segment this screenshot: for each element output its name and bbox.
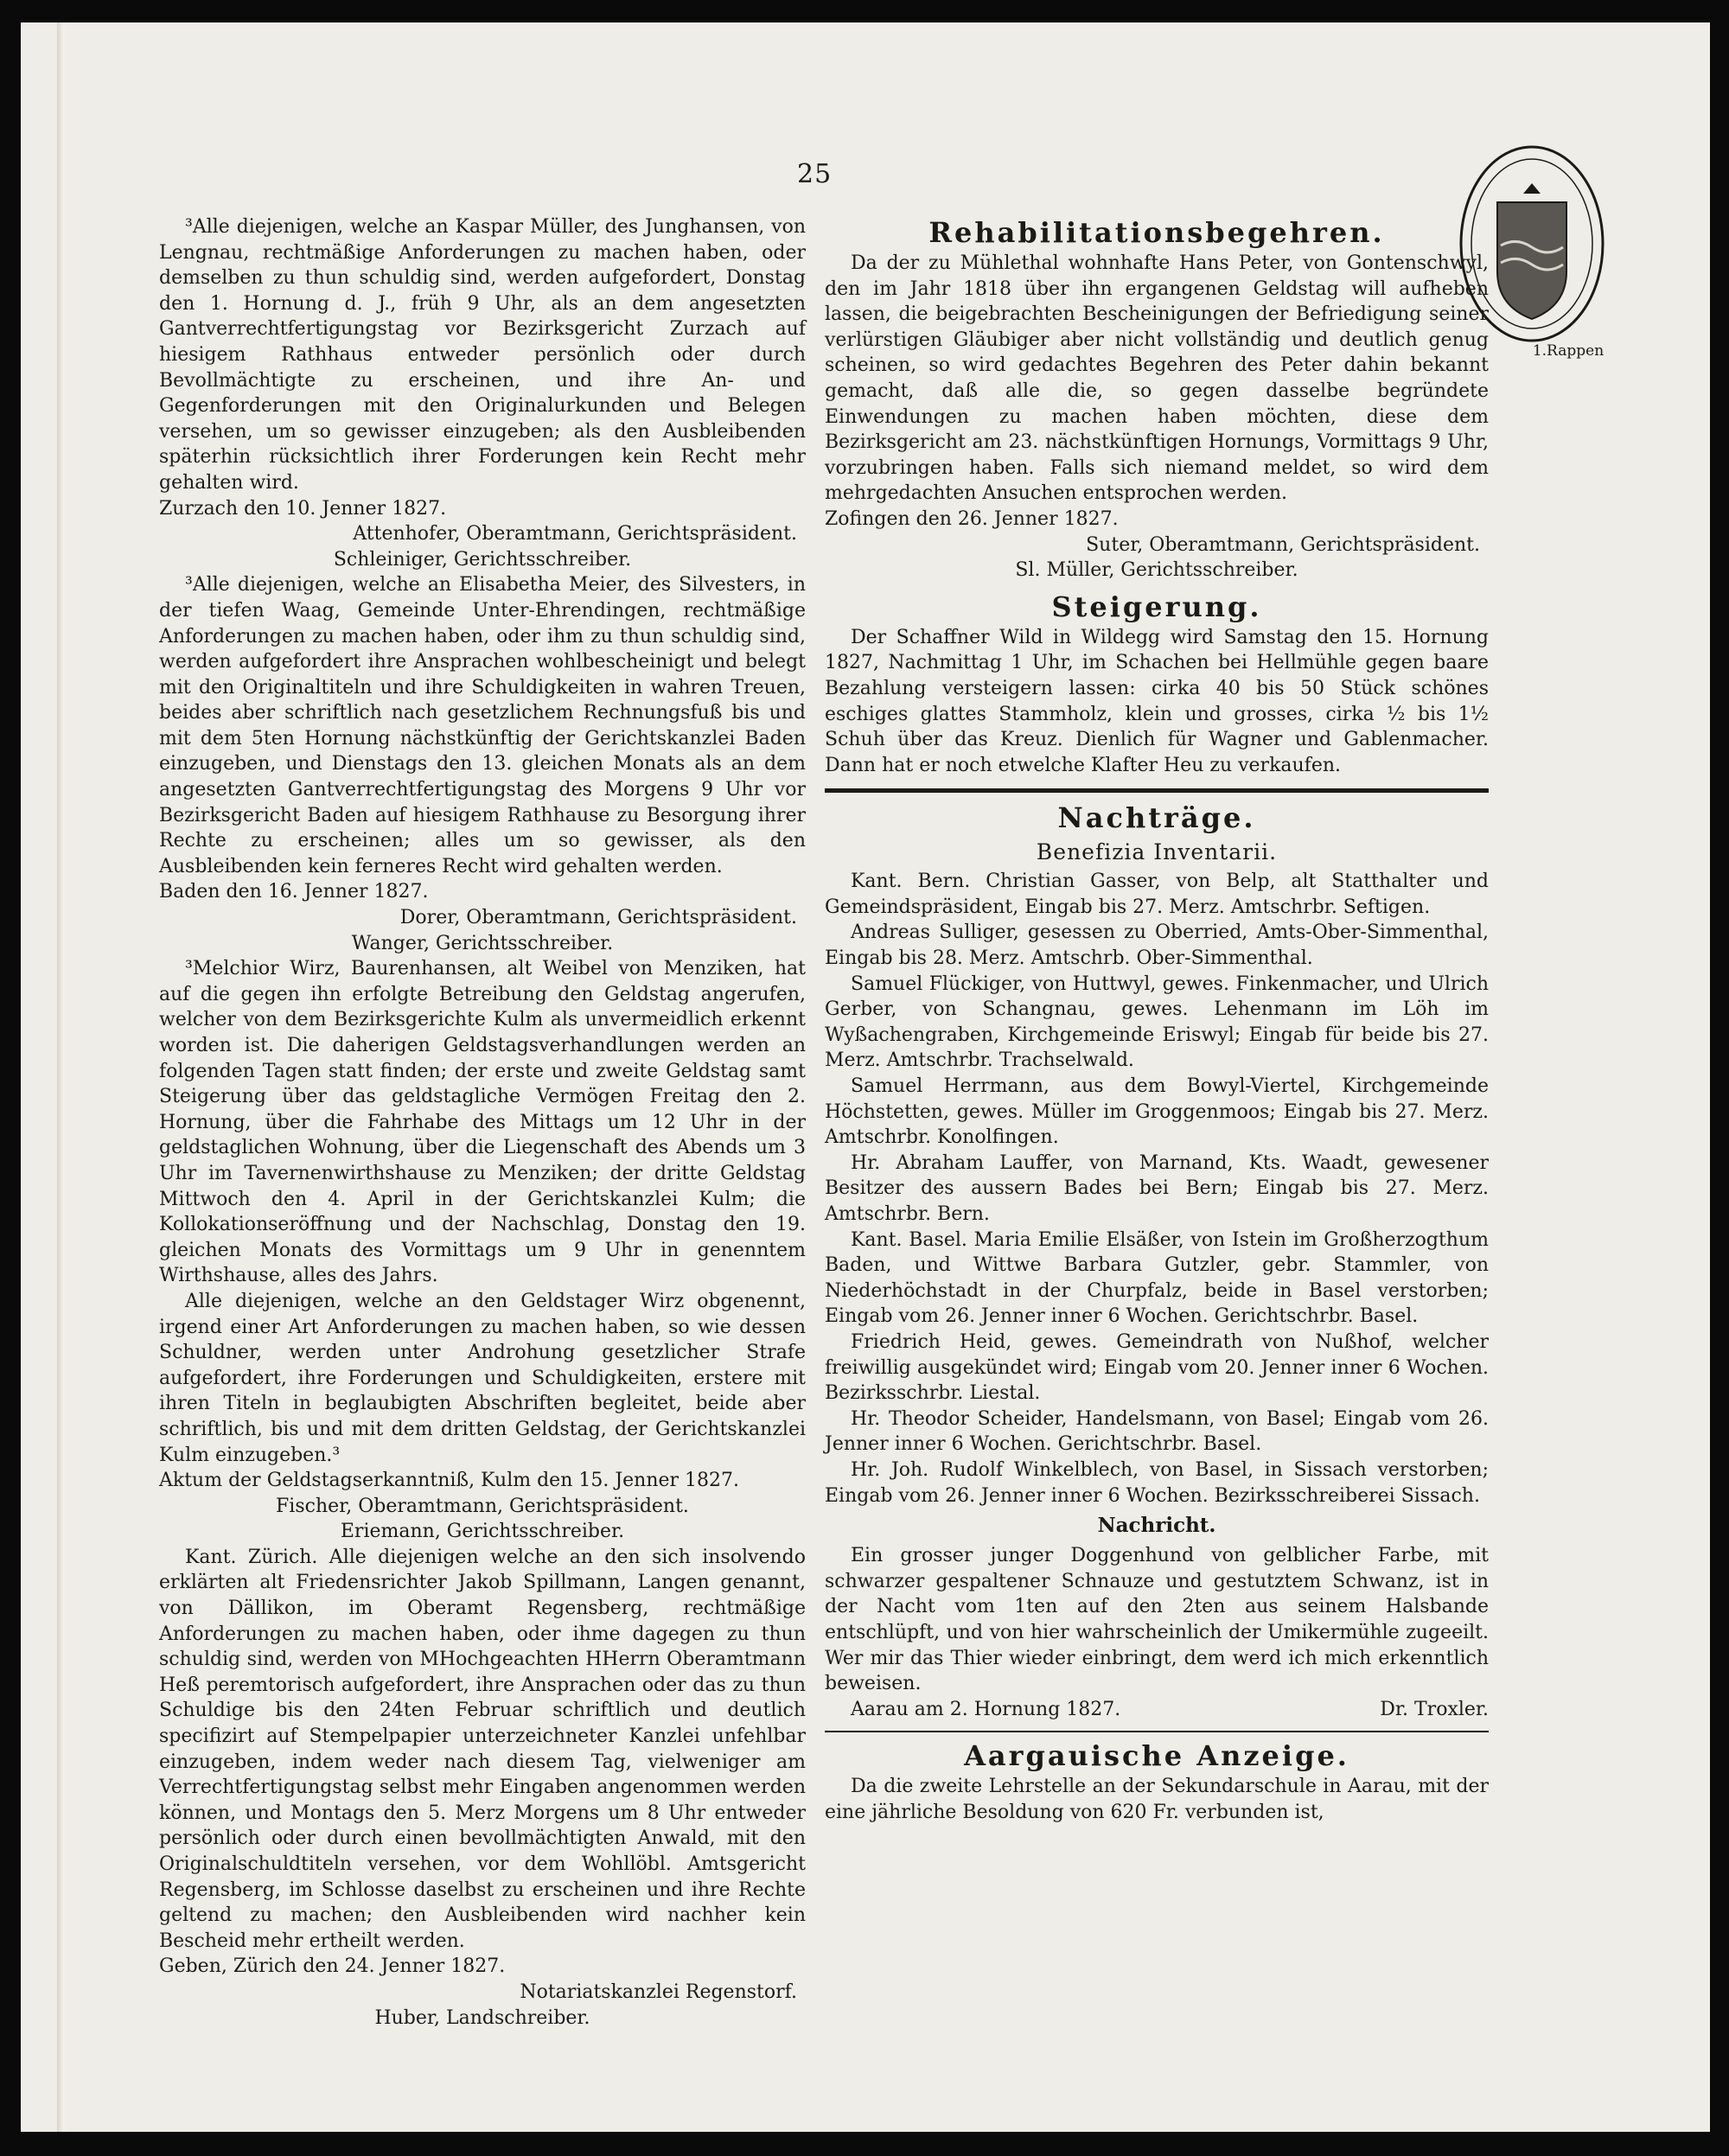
section-divider [825, 1731, 1489, 1732]
inventory-entry: Hr. Abraham Lauffer, von Marnand, Kts. Waadt, gewesener Besitzer des aussern Bades bei Bern; Eingab bis 27. Merz. Amtschrbr. Bern. [825, 1151, 1489, 1225]
notice-signature: Wanger, Gerichtsschreiber. [351, 932, 614, 954]
aargau-notice-body: Da die zweite Lehrstelle an der Sekundarschule in Aarau, mit der eine jährliche Besoldung von 620 Fr. verbunden ist, [825, 1776, 1489, 1823]
notice-date: Geben, Zürich den 24. Jenner 1827. [159, 1955, 506, 1978]
notice-melchior-wirz-creditors: Alle diejenigen, welche an den Geldstager Wirz obgenennt, irgend einer Art Anforderungen zu machen haben, so wie dessen Schuldner, werden unter Androhung gesetzlicher Strafe aufgefordert, ihre Forderungen und Schuldigkeiten, erstere mit ihren Titeln in beglaubigten Abschriften begleitet, beide aber schriftlich, bis und mit dem dritten Geldstag, der Gerichtskanzlei Kulm einzugeben.³ [159, 1290, 806, 1466]
left-column [159, 214, 806, 2031]
news-heading: Nachricht. [1097, 1514, 1216, 1538]
news-footer [825, 1697, 1489, 1723]
notice-signature: Fischer, Oberamtmann, Gerichtspräsident. [276, 1495, 689, 1517]
inventory-entry: Samuel Flückiger, von Huttwyl, gewes. Finkenmacher, und Ulrich Gerber, von Schangnau, gewes. Lehenmann im Löh im Wyßachengraben, Kirchgemeinde Eriswyl; Eingab für beide bis 27. Merz. Amtschrbr. Trachselwald. [825, 973, 1489, 1072]
notice-signature: Huber, Landschreiber. [374, 2006, 590, 2029]
section-divider [825, 788, 1489, 793]
notice-date: Aktum der Geldstagserkanntniß, Kulm den 15. Jenner 1827. [159, 1470, 740, 1492]
notice-kant-zuerich: Kant. Zürich. Alle diejenigen welche an den sich insolvendo erklärten alt Friedensrichter Jakob Spillmann, Langen genannt, von Dällikon, im Oberamt Regensberg, rechtmäßige Anforderungen zu machen haben, oder ihme dagegen zu thun schuldig sind, werden von MHochgeachten HHerrn Oberamtmann Heß peremtorisch aufgefordert, ihre Ansprachen oder das zu thun Schuldige bis den 24ten Februar schriftlich und deutlich specifizirt auf Stempelpapier unterzeichneter Kanzlei unfehlbar einzugeben, indem weder nach diesem Tag, vielweniger am Verrechtfertigungstag selbst mehr Eingaben angenommen werden können, und Montags den 5. Merz Morgens um 8 Uhr entweder persönlich oder durch einen bevollmächtigten Anwald, mit den Originalschuldtiteln versehen, vor dem Wohllöbl. Amtsgericht Regensberg, im Schlosse daselbst zu erscheinen und ihre Rechte geltend zu machen; den Ausbleibenden wird nachher kein Bescheid mehr ertheilt werden. [159, 1546, 806, 1952]
page-fold-shadow [57, 22, 67, 2132]
inventory-entry: Kant. Bern. Christian Gasser, von Belp, alt Statthalter und Gemeindspräsident, Eingab bis 27. Merz. Amtschrbr. Seftigen. [825, 871, 1489, 918]
inventory-entry: Andreas Sulliger, gesessen zu Oberried, Amts-Ober-Simmenthal, Eingab bis 28. Merz. Amtschrb. Ober-Simmenthal. [825, 922, 1489, 970]
notice-signature: Suter, Oberamtmann, Gerichtspräsident. [1086, 533, 1480, 556]
newspaper-page [21, 22, 1710, 2132]
notice-signature: Schleiniger, Gerichtsschreiber. [333, 548, 632, 571]
inventory-entry: Hr. Joh. Rudolf Winkelblech, von Basel, in Sissach verstorben; Eingab vom 26. Jenner inner 6 Wochen. Bezirksschreiberei Sissach. [825, 1458, 1489, 1507]
supplements-subheading: Benefizia Inventarii. [1036, 839, 1278, 865]
notice-signature: Eriemann, Gerichtsschreiber. [340, 1521, 625, 1543]
notice-date: Zurzach den 10. Jenner 1827. [159, 497, 447, 520]
right-column [825, 214, 1489, 1825]
notice-date: Zofingen den 26. Jenner 1827. [825, 507, 1119, 530]
inventory-entry: Hr. Theodor Scheider, Handelsmann, von Basel; Eingab vom 26. Jenner inner 6 Wochen. Gerichtschrbr. Basel. [825, 1407, 1489, 1456]
notice-elisabetha-meier: ³Alle diejenigen, welche an Elisabetha Meier, des Silvesters, in der tiefen Waag, Gemeinde Unter-Ehrendingen, rechtmäßige Anforderungen zu machen haben, oder ihm zu thun schuldig sind, werden aufgefordert ihre Ansprachen wohlbescheinigt und belegt mit den Originaltiteln und ihre Schuldigkeiten in wahren Treuen, beides aber schriftlich nach gesetzlichem Rechnungsfuß bis und mit dem 5ten Hornung nächstkünftig der Gerichtskanzlei Baden einzugeben, und Dienstags den 13. gleichen Monats als an dem angesetzten Gantverrechtfertigungstag des Morgens 9 Uhr vor Bezirksgericht Baden auf hiesigem Rathhause zu Besorgung ihrer Rechte zu erscheinen; alles um so gewisser, als den Ausbleibenden kein ferneres Recht wird gehalten werden. [159, 574, 806, 877]
notice-kaspar-mueller: ³Alle diejenigen, welche an Kaspar Müller, des Junghansen, von Lengnau, rechtmäßige Anforderungen zu machen haben, oder demselben zu thun schuldig sind, werden aufgefordert, Donstag den 1. Hornung d. J., früh 9 Uhr, als an dem angesetzten Gantverrechtfertigungstag vor Bezirksgericht Zurzach auf hiesigem Rathhaus entweder persönlich oder durch Bevollmächtigte zu erscheinen, und ihre An- und Gegenforderungen mit den Originalurkunden und Belegen versehen, um so gewisser einzugeben; als den Ausbleibenden späterhin rücksichtlich ihrer Forderungen kein Recht mehr gehalten wird. [159, 216, 806, 494]
notice-melchior-wirz: ³Melchior Wirz, Baurenhansen, alt Weibel von Menziken, hat auf die gegen ihn erfolgte Betreibung den Geldstag angerufen, welcher von dem Bezirksgerichte Kulm als unvermeidlich erkennt worden ist. Die daherigen Geldstagsverhandlungen werden an folgenden Tagen statt finden; der erste und zweite Geldstag samt Steigerung über das geldstagliche Vermögen Freitag den 2. Hornung, über die Fahrhabe des Mittags um 12 Uhr in der geldstaglichen Wohnung, über die Liegenschaft des Abends um 3 Uhr im Tavernenwirthshause zu Menziken; der dritte Geldstag Mittwoch den 4. April in der Gerichtskanzlei Kulm; die Kollokationseröffnung und der Nachschlag, Donstag den 19. gleichen Monats des Vormittags um 9 Uhr in genenntem Wirthshause, alles des Jahrs. [159, 958, 806, 1287]
notice-signature: Notariatskanzlei Regenstorf. [520, 1981, 797, 2003]
notice-signature: Dorer, Oberamtmann, Gerichtspräsident. [399, 907, 797, 929]
stamp-value: 1.Rappen [1532, 342, 1605, 360]
page-number: 25 [797, 159, 833, 189]
inventory-entry: Samuel Herrmann, aus dem Bowyl-Viertel, Kirchgemeinde Höchstetten, gewes. Müller im Groggenmoos; Eingab bis 27. Merz. Amtschrbr. Konolfingen. [825, 1075, 1489, 1149]
inventory-entry: Kant. Basel. Maria Emilie Elsäßer, von Istein im Großherzogthum Baden, und Wittwe Barbara Gutzler, gebr. Stammler, von Niederhöchstadt in der Churpfalz, beide in Basel verstorben; Eingab vom 26. Jenner inner 6 Wochen. Gerichtschrbr. Basel. [825, 1228, 1489, 1328]
notice-signature: Sl. Müller, Gerichtsschreiber. [1015, 559, 1298, 582]
notice-signature: Attenhofer, Oberamtmann, Gerichtspräsident. [353, 523, 797, 545]
aargau-notice-heading: Aargauische Anzeige. [964, 1739, 1349, 1773]
rehabilitation-body: Da der zu Mühlethal wohnhafte Hans Peter, von Gontenschwyl, den im Jahr 1818 über ihn ergangenen Geldstag will aufheben lassen, die beigebrachten Bescheinigungen der Befriedigung seiner verlürstigen Gläubiger aber nicht vollständig und deutlich genug scheinen, so wird gedachtes Begehren des Peter dahin bekannt gemacht, daß alle die, so gegen dasselbe begründete Einwendungen zu machen haben möchten, diese dem Bezirksgericht am 23. nächstkünftigen Hornungs, Vormittags 9 Uhr, vorzubringen haben. Falls sich niemand meldet, so wird dem mehrgedachten Ansuchen entsprochen werden. [825, 252, 1489, 505]
supplements-heading: Nachträge. [1057, 801, 1256, 835]
notice-date: Baden den 16. Jenner 1827. [159, 881, 429, 903]
auction-body: Der Schaffner Wild in Wildegg wird Samstag den 15. Hornung 1827, Nachmittag 1 Uhr, im Schachen bei Hellmühle gegen baare Bezahlung versteigern lassen: cirka 40 bis 50 Stück schönes eschiges glattes Stammholz, klein und grosses, cirka ½ bis 1½ Schuh über das Kreuz. Dienlich für Wagner und Gablenmacher. Dann hat er noch etwelche Klafter Heu zu verkaufen. [825, 626, 1489, 776]
notice-signature: Dr. Troxler. [1380, 1698, 1489, 1720]
inventory-entry: Friedrich Heid, gewes. Gemeindrath von Nußhof, welcher freiwillig ausgekündet wird; Eingab vom 20. Jenner inner 6 Wochen. Bezirksschrbr. Liestal. [825, 1330, 1489, 1405]
auction-heading: Steigerung. [1051, 590, 1262, 623]
rehabilitation-heading: Rehabilitationsbegehren. [928, 216, 1385, 249]
news-body: Ein grosser junger Doggenhund von gelblicher Farbe, mit schwarzer gespaltener Schnauze und gestutztem Schwanz, ist in der Nacht vom 1ten auf den 2ten aus seinem Halsbande entschlüpft, und von hier wahrscheinlich der Umikermühle zugeeilt. Wer mir das Thier wieder einbringt, dem werd ich mich erkenntlich beweisen. [825, 1545, 1489, 1695]
notice-date: Aarau am 2. Hornung 1827. [851, 1698, 1121, 1720]
